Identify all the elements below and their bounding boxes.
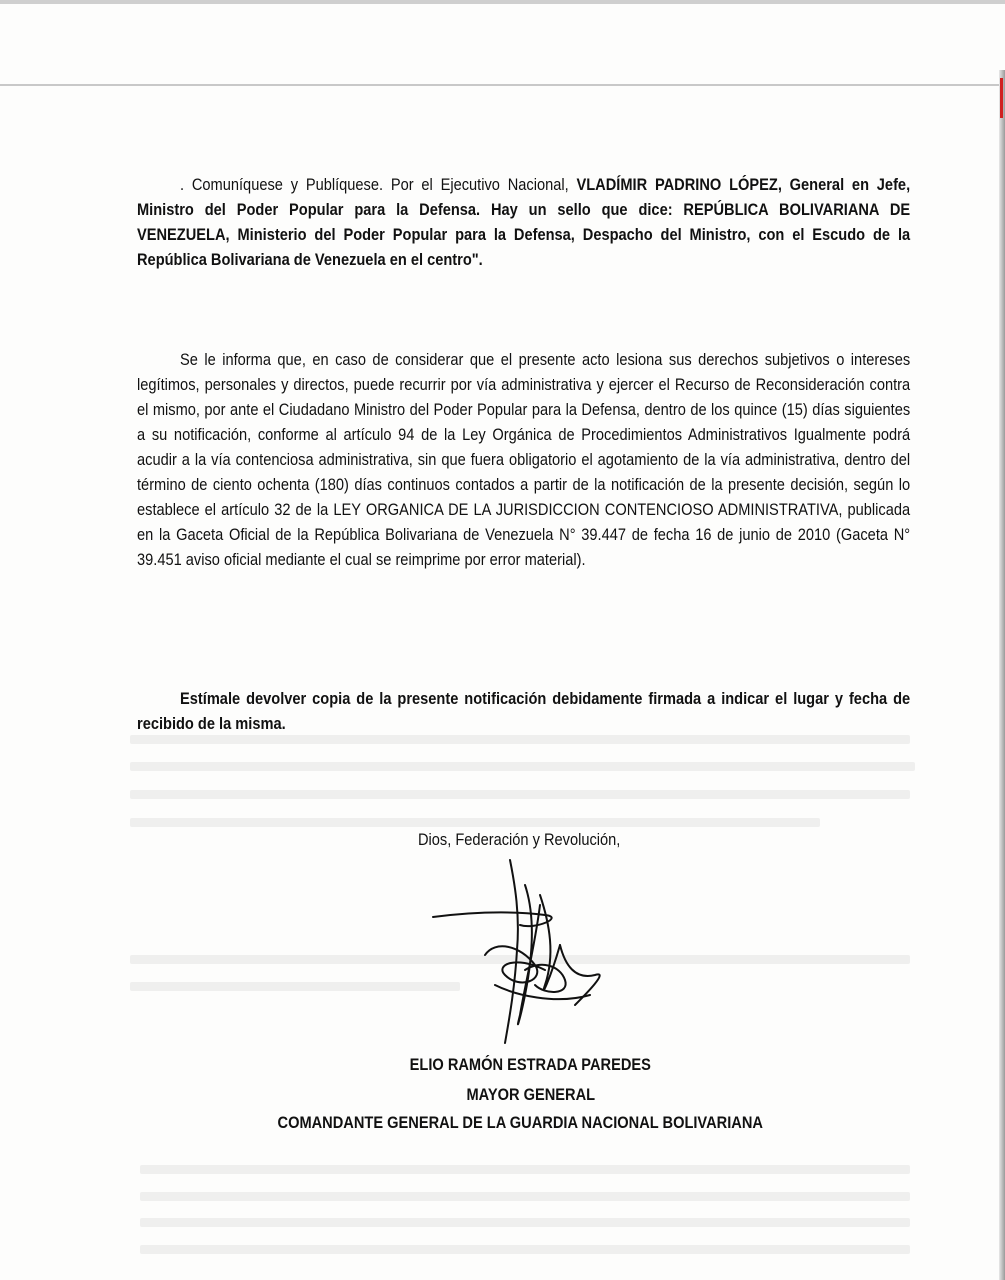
signatory-name xyxy=(28,1052,1005,1077)
handwritten-signature xyxy=(425,855,640,1045)
bleed-through-text xyxy=(130,790,910,799)
paragraph-publication-intro: . Comuníquese y Publíquese. Por el Ejecutivo Nacional, xyxy=(180,175,577,194)
bleed-through-text xyxy=(140,1218,910,1227)
closing-salutation: Dios, Federación y Revolución, xyxy=(418,830,621,849)
bleed-through-text xyxy=(130,735,910,744)
bleed-through-text xyxy=(140,1165,910,1174)
red-edge-mark xyxy=(1000,78,1003,118)
signatory-name-text: ELIO RAMÓN ESTRADA PAREDES xyxy=(409,1055,652,1074)
paragraph-return-request-text: Estímale devolver copia de la presente notificación debidamente firmada a indicar el lugar y fecha de recibido de la misma. xyxy=(137,689,911,733)
bleed-through-text xyxy=(130,818,820,827)
paragraph-publication xyxy=(137,172,910,272)
signatory-rank xyxy=(28,1082,1005,1107)
bleed-through-text xyxy=(140,1192,910,1201)
signatory-position xyxy=(0,1110,1005,1135)
paragraph-publication-end: ". xyxy=(471,250,483,269)
bleed-through-text xyxy=(130,982,460,991)
bleed-through-text xyxy=(130,762,915,771)
paragraph-return-request xyxy=(137,686,910,736)
bleed-through-text xyxy=(140,1245,910,1254)
scan-edge-top xyxy=(0,0,1005,4)
signatory-position-text: COMANDANTE GENERAL DE LA GUARDIA NACIONAL BOLIVARIANA xyxy=(277,1113,763,1132)
signatory-rank-text: MAYOR GENERAL xyxy=(466,1085,595,1104)
paragraph-rights-notice-text: Se le informa que, en caso de considerar que el presente acto lesiona sus derechos subjetivos o intereses legítimos, personales y directos, puede recurrir por vía administrativa y ejercer el Recurso de Reconsideración contra el mismo, por ante el Ciudadano Ministro del Poder Popular para la Defensa, dentro de los quince (15) días siguientes a su notificación, conforme al artículo 94 de la Ley Orgánica de Procedimientos Administrativos Igualmente podrá acudir a la vía contenciosa administrativa, sin que fuera obligatorio el agotamiento de la vía administrativa, dentro del término de ciento ochenta (180) días continuos contados a partir de la notificación de la presente decisión, según lo establece el artículo 32 de la LEY ORGANICA DE LA JURISDICCION CONTENCIOSO ADMINISTRATIVA, publicada en la Gaceta Oficial de la República Bolivariana de Venezuela N° 39.447 de fecha 16 de junio de 2010 (Gaceta N° 39.451 aviso oficial mediante el cual se reimprime por error material). xyxy=(137,350,911,569)
paragraph-publication-bold: VLADÍMIR PADRINO LÓPEZ, General en Jefe, Ministro del Poder Popular para la Defensa. Hay un sello que dice: REPÚBLICA BOLIVARIANA DE VENEZUELA, Ministerio del Poder Popular para la Defensa, Despacho del Ministro, con el Escudo de la República Bolivariana de Venezuela en el centro xyxy=(137,175,911,269)
bleed-through-line xyxy=(0,84,1000,86)
paragraph-rights-notice xyxy=(137,347,910,572)
